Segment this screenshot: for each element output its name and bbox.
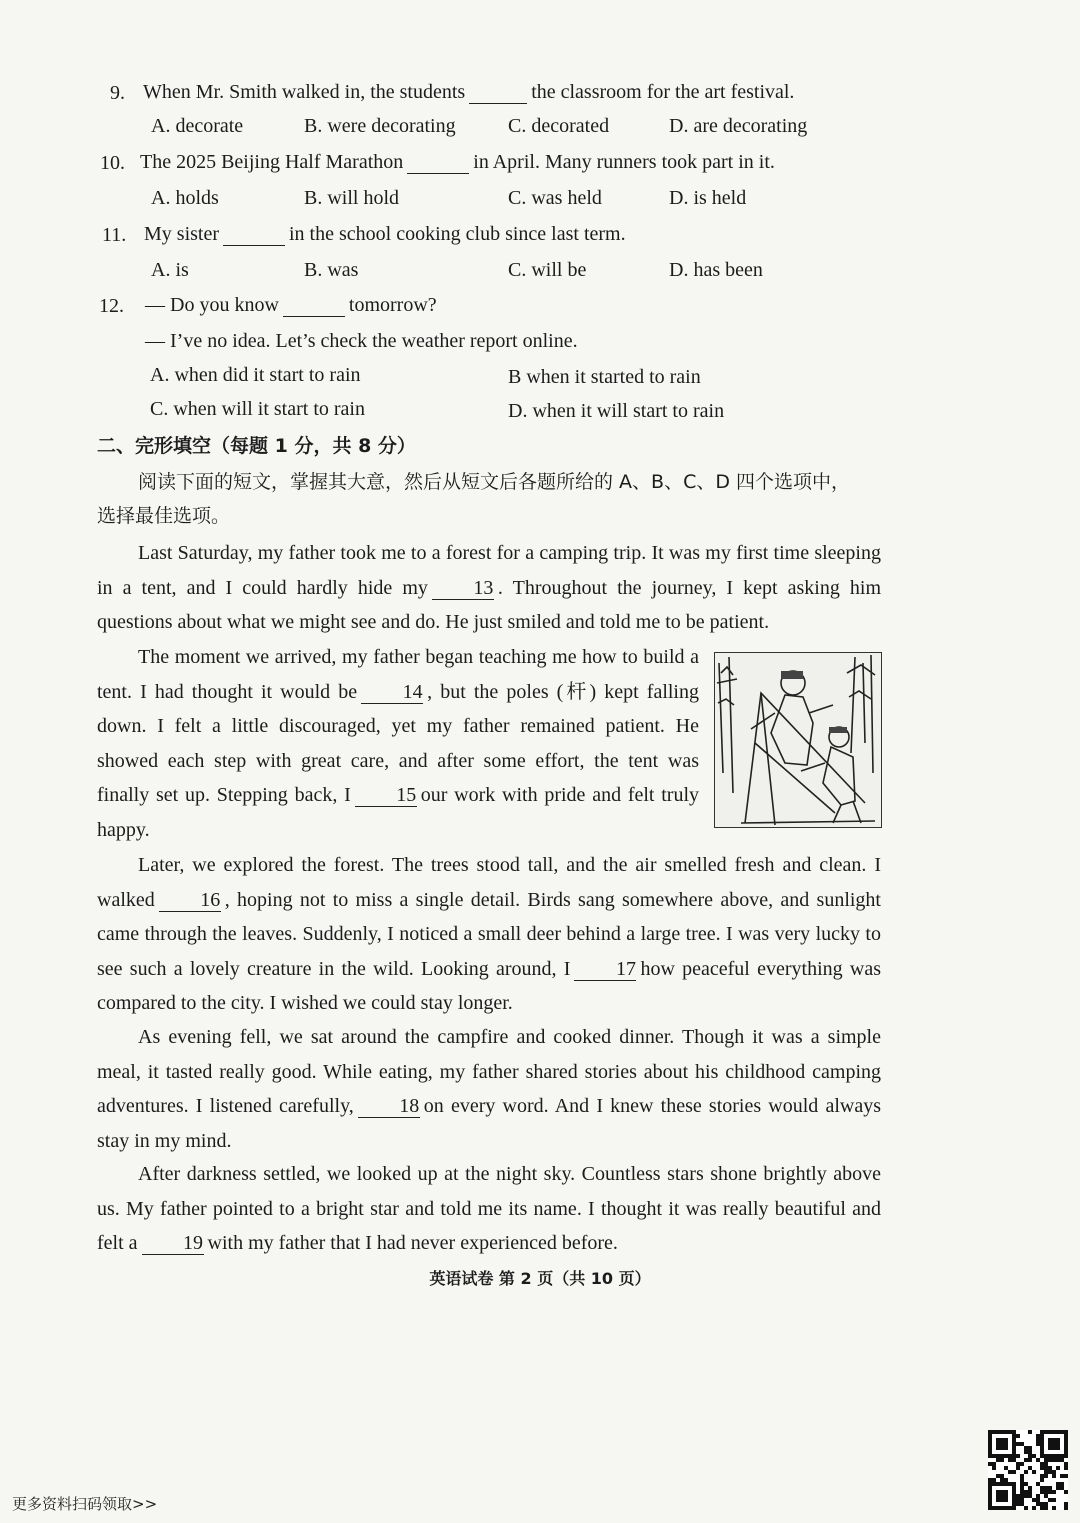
dialogue-line: tomorrow? <box>348 294 437 316</box>
passage-paragraph-4: As evening fell, we sat around the campfire and cooked dinner. Though it was a simple meal, it tasted really good. While eating, my father shared stories about his childhood camping adventures. I listened carefully, 18 on every word. And I knew these stories would always stay in my mind. <box>97 1026 882 1152</box>
option-b: B when it started to rain <box>508 366 701 388</box>
blank-14: 14 <box>361 681 423 704</box>
option-b: B. was <box>304 259 359 281</box>
father-and-child-building-tent-icon <box>714 652 882 828</box>
option-a: A. when did it start to rain <box>150 364 361 386</box>
blank-15: 15 <box>355 784 417 807</box>
section-heading: 二、完形填空（每题 1 分，共 8 分） <box>97 435 416 457</box>
blank-18: 18 <box>358 1095 420 1118</box>
dialogue-line: — Do you know <box>145 294 279 316</box>
section-instruction: 阅读下面的短文，掌握其大意，然后从短文后各题所给的 A、B、C、D 四个选项中， <box>138 471 851 493</box>
option-c: C. will be <box>508 259 587 281</box>
question-stem: in April. Many runners took part in it. <box>473 151 775 173</box>
passage-paragraph-3: Later, we explored the forest. The trees stood tall, and the air smelled fresh and clean. I walked 16 , hoping not to miss a single detail. Birds sang somewhere above, and sunlight came through the leaves. Suddenly, I noticed a small deer behind a large tree. I was very lucky to see such a lovely creature in the wild. Looking around, I 17 how peaceful everything was compared to the city. I wished we could stay longer. <box>97 854 881 1014</box>
option-b: B. will hold <box>304 187 400 209</box>
option-d: D. are decorating <box>669 115 808 137</box>
option-a: A. holds <box>151 187 219 209</box>
blank-17: 17 <box>574 958 636 981</box>
answer-blank <box>469 81 527 104</box>
option-d: D. is held <box>669 187 747 209</box>
blank-16: 16 <box>159 889 221 912</box>
side-note: 更多资料扫码领取>> <box>12 1495 158 1513</box>
question-number: 11. <box>102 224 127 246</box>
question-stem: in the school cooking club since last term. <box>289 223 626 245</box>
question-number: 9. <box>110 82 125 104</box>
passage-paragraph-5: After darkness settled, we looked up at the night sky. Countless stars shone brightly above us. My father pointed to a bright star and told me its name. I thought it was really beautiful and felt a 19 with my father that I had never experienced before. <box>97 1163 881 1254</box>
answer-blank <box>223 223 285 246</box>
option-d: D. has been <box>669 259 763 281</box>
option-c: C. when will it start to rain <box>150 398 365 420</box>
question-stem: The 2025 Beijing Half Marathon <box>140 151 404 173</box>
question-stem: When Mr. Smith walked in, the students <box>143 81 466 103</box>
blank-19: 19 <box>142 1232 204 1255</box>
question-stem: My sister <box>144 223 219 245</box>
qr-code-icon[interactable] <box>988 1430 1068 1510</box>
option-a: A. decorate <box>151 115 244 137</box>
question-number: 12. <box>99 295 124 317</box>
blank-13: 13 <box>432 577 494 600</box>
answer-blank <box>407 151 469 174</box>
question-number: 10. <box>100 152 125 174</box>
option-b: B. were decorating <box>304 115 456 137</box>
option-c: C. was held <box>508 187 602 209</box>
question-stem: the classroom for the art festival. <box>531 81 795 103</box>
passage-paragraph-2: The moment we arrived, my father began teaching me how to build a tent. I had thought it would be 14 , but the poles (杆) kept falling down. I felt a little discouraged, yet my father remained patient. He showed each step with great care, and after some effort, the tent was finally set up. Stepping back, I 15 our work with pride and felt truly happy. <box>97 646 700 841</box>
dialogue-line: — I’ve no idea. Let’s check the weather report online. <box>145 330 578 352</box>
option-c: C. decorated <box>508 115 610 137</box>
answer-blank <box>283 294 345 317</box>
passage-paragraph-1: Last Saturday, my father took me to a forest for a camping trip. It was my first time sleeping in a tent, and I could hardly hide my 13 . Throughout the journey, I kept asking him questions about what we might see and do. He just smiled and told me to be patient. <box>97 542 881 633</box>
option-d: D. when it will start to rain <box>508 400 725 422</box>
page-footer: 英语试卷 第 2 页（共 10 页） <box>429 1269 651 1288</box>
option-a: A. is <box>151 259 189 281</box>
section-instruction: 选择最佳选项。 <box>97 505 231 527</box>
